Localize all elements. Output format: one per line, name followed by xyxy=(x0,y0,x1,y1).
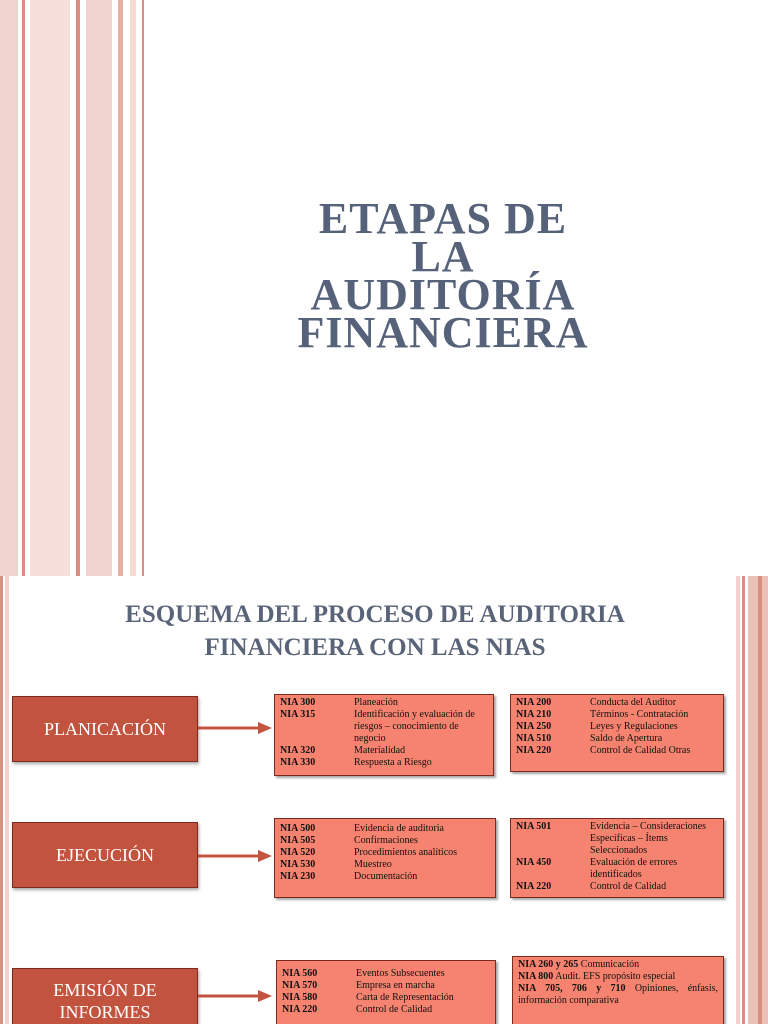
arrow-icon xyxy=(198,849,272,863)
arrow-icon xyxy=(198,989,272,1003)
nia-line: NIA 260 y 265 Comunicación xyxy=(518,959,640,970)
decor-stripe xyxy=(0,576,3,1024)
decor-stripe xyxy=(736,576,740,1024)
decor-stripe xyxy=(758,576,762,1024)
stage-label: PLANICACIÓN xyxy=(43,719,166,739)
stage-ejecucion xyxy=(12,822,198,888)
decor-stripe xyxy=(742,576,745,1024)
nia-box-right: NIA 501 Evidencia – Consideraciones Específicas – Ítems Seleccionados NIA 450 Evaluación de errores identificados NIA 220 Control de Calidad xyxy=(510,818,724,898)
nia-box-left: NIA 500 Evidencia de auditoria NIA 505 Confirmaciones NIA 520 Procedimientos analíticos NIA 530 Muestreo NIA 230 Documentación xyxy=(274,818,496,898)
decor-stripe xyxy=(130,0,136,576)
stage-planificacion xyxy=(12,696,198,762)
decor-stripe xyxy=(5,576,9,1024)
nia-line: NIA 800 Audit. EFS propósito especial xyxy=(518,971,676,982)
slide-title: ESQUEMA DEL PROCESO DE AUDITORIA FINANCIERA CON LAS NIAS xyxy=(125,601,625,661)
decor-stripe xyxy=(22,0,25,576)
stage-label: EJECUCIÓN xyxy=(56,845,154,865)
nia-line: NIA 705, 706 y 710 Opiniones, énfasis, información comparativa xyxy=(518,983,718,1006)
decor-stripe xyxy=(30,0,70,576)
diagram-slide xyxy=(0,576,768,1024)
stage-label: EMISIÓN DE INFORMES xyxy=(53,980,157,1022)
stage-emision-de-informes xyxy=(12,968,198,1024)
nia-box-left: NIA 560 Eventos Subsecuentes NIA 570 Empresa en marcha NIA 580 Carta de Representación NIA 220 Control de Calidad xyxy=(276,960,496,1024)
slide-title: ETAPAS DE LA AUDITORÍA FINANCIERA xyxy=(297,194,589,357)
nia-box-right xyxy=(512,956,724,1024)
decor-stripe xyxy=(76,0,80,576)
nia-box-right: NIA 200 Conducta del Auditor NIA 210 Términos - Contratación NIA 250 Leyes y Regulaciones NIA 510 Saldo de Apertura NIA 220 Control de Calidad Otras xyxy=(510,694,724,772)
decor-stripe xyxy=(142,0,144,576)
arrow-icon xyxy=(198,721,272,735)
decor-stripe xyxy=(0,0,18,576)
decor-stripe xyxy=(86,0,112,576)
decor-stripe xyxy=(118,0,123,576)
nia-box-left: NIA 300 Planeación NIA 315 Identificación y evaluación de riesgos – conocimiento de negocio NIA 320 Materialidad NIA 330 Respuesta a Riesgo xyxy=(274,694,494,776)
